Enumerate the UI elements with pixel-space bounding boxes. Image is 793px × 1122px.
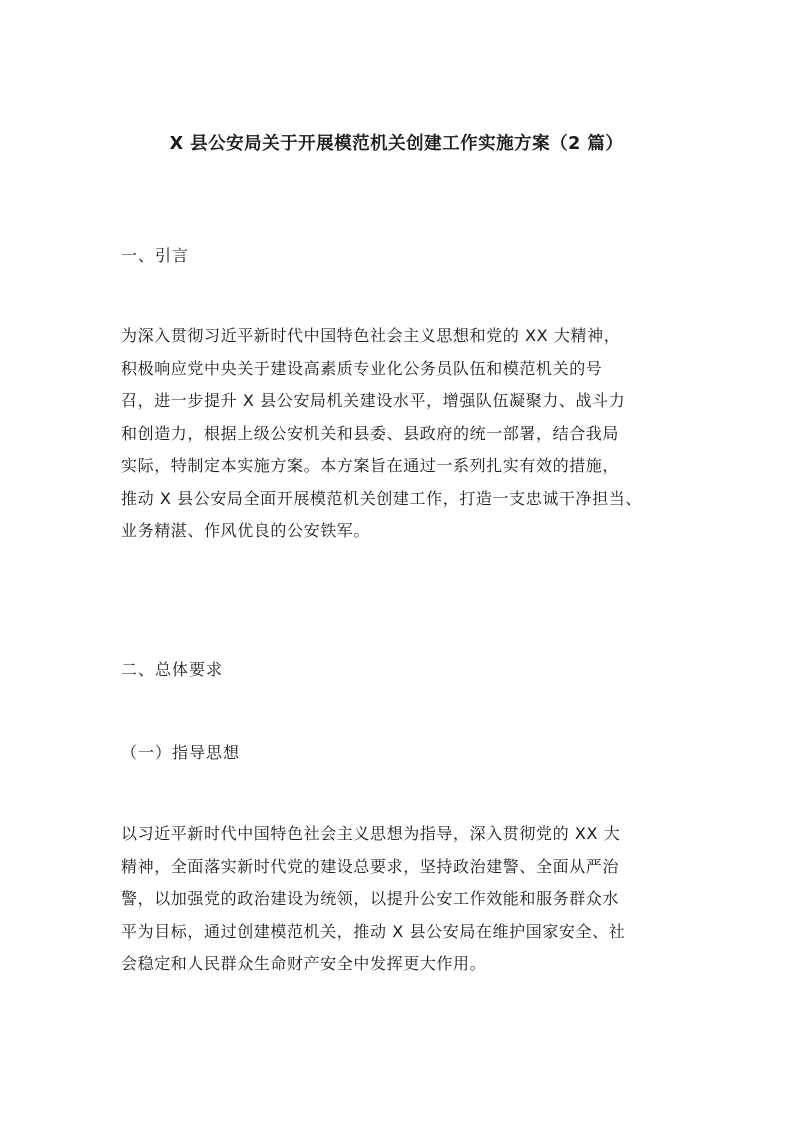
paragraph-line: 召，进一步提升 X 县公安局机关建设水平，增强队伍凝聚力、战斗力 bbox=[121, 391, 626, 410]
paragraph-line: 以习近平新时代中国特色社会主义思想为指导，深入贯彻党的 XX 大 bbox=[121, 824, 621, 843]
paragraph-line: 会稳定和人民群众生命财产安全中发挥更大作用。 bbox=[121, 954, 487, 973]
paragraph-line: 业务精湛、作风优良的公安铁军。 bbox=[121, 521, 371, 540]
paragraph-line: 为深入贯彻习近平新时代中国特色社会主义思想和党的 XX 大精神， bbox=[121, 326, 621, 345]
paragraph-guiding-ideology bbox=[121, 822, 681, 985]
paragraph-line: 精神，全面落实新时代党的建设总要求，坚持政治建警、全面从严治 bbox=[121, 856, 620, 876]
paragraph-line: 警，以加强党的政治建设为统领，以提升公安工作效能和服务群众水 bbox=[121, 889, 620, 908]
paragraph-line: 推动 X 县公安局全面开展模范机关创建工作，打造一支忠诚干净担当、 bbox=[121, 488, 642, 508]
paragraph-line: 平为目标，通过创建模范机关，推动 X 县公安局在维护国家安全、社 bbox=[121, 921, 626, 941]
section-heading-general-requirements: 二、总体要求 bbox=[121, 660, 224, 679]
paragraph-line: 和创造力，根据上级公安机关和县委、县政府的统一部署，结合我局 bbox=[121, 423, 620, 443]
paragraph-introduction bbox=[121, 324, 681, 552]
paragraph-line: 积极响应党中央关于建设高素质专业化公务员队伍和模范机关的号 bbox=[121, 358, 603, 378]
document-title: X 县公安局关于开展模范机关创建工作实施方案（2 篇） bbox=[169, 134, 624, 154]
paragraph-line: 实际，特制定本实施方案。本方案旨在通过一系列扎实有效的措施， bbox=[121, 456, 620, 475]
subsection-heading-guiding-ideology: （一）指导思想 bbox=[121, 743, 241, 762]
section-heading-introduction: 一、引言 bbox=[121, 246, 190, 265]
